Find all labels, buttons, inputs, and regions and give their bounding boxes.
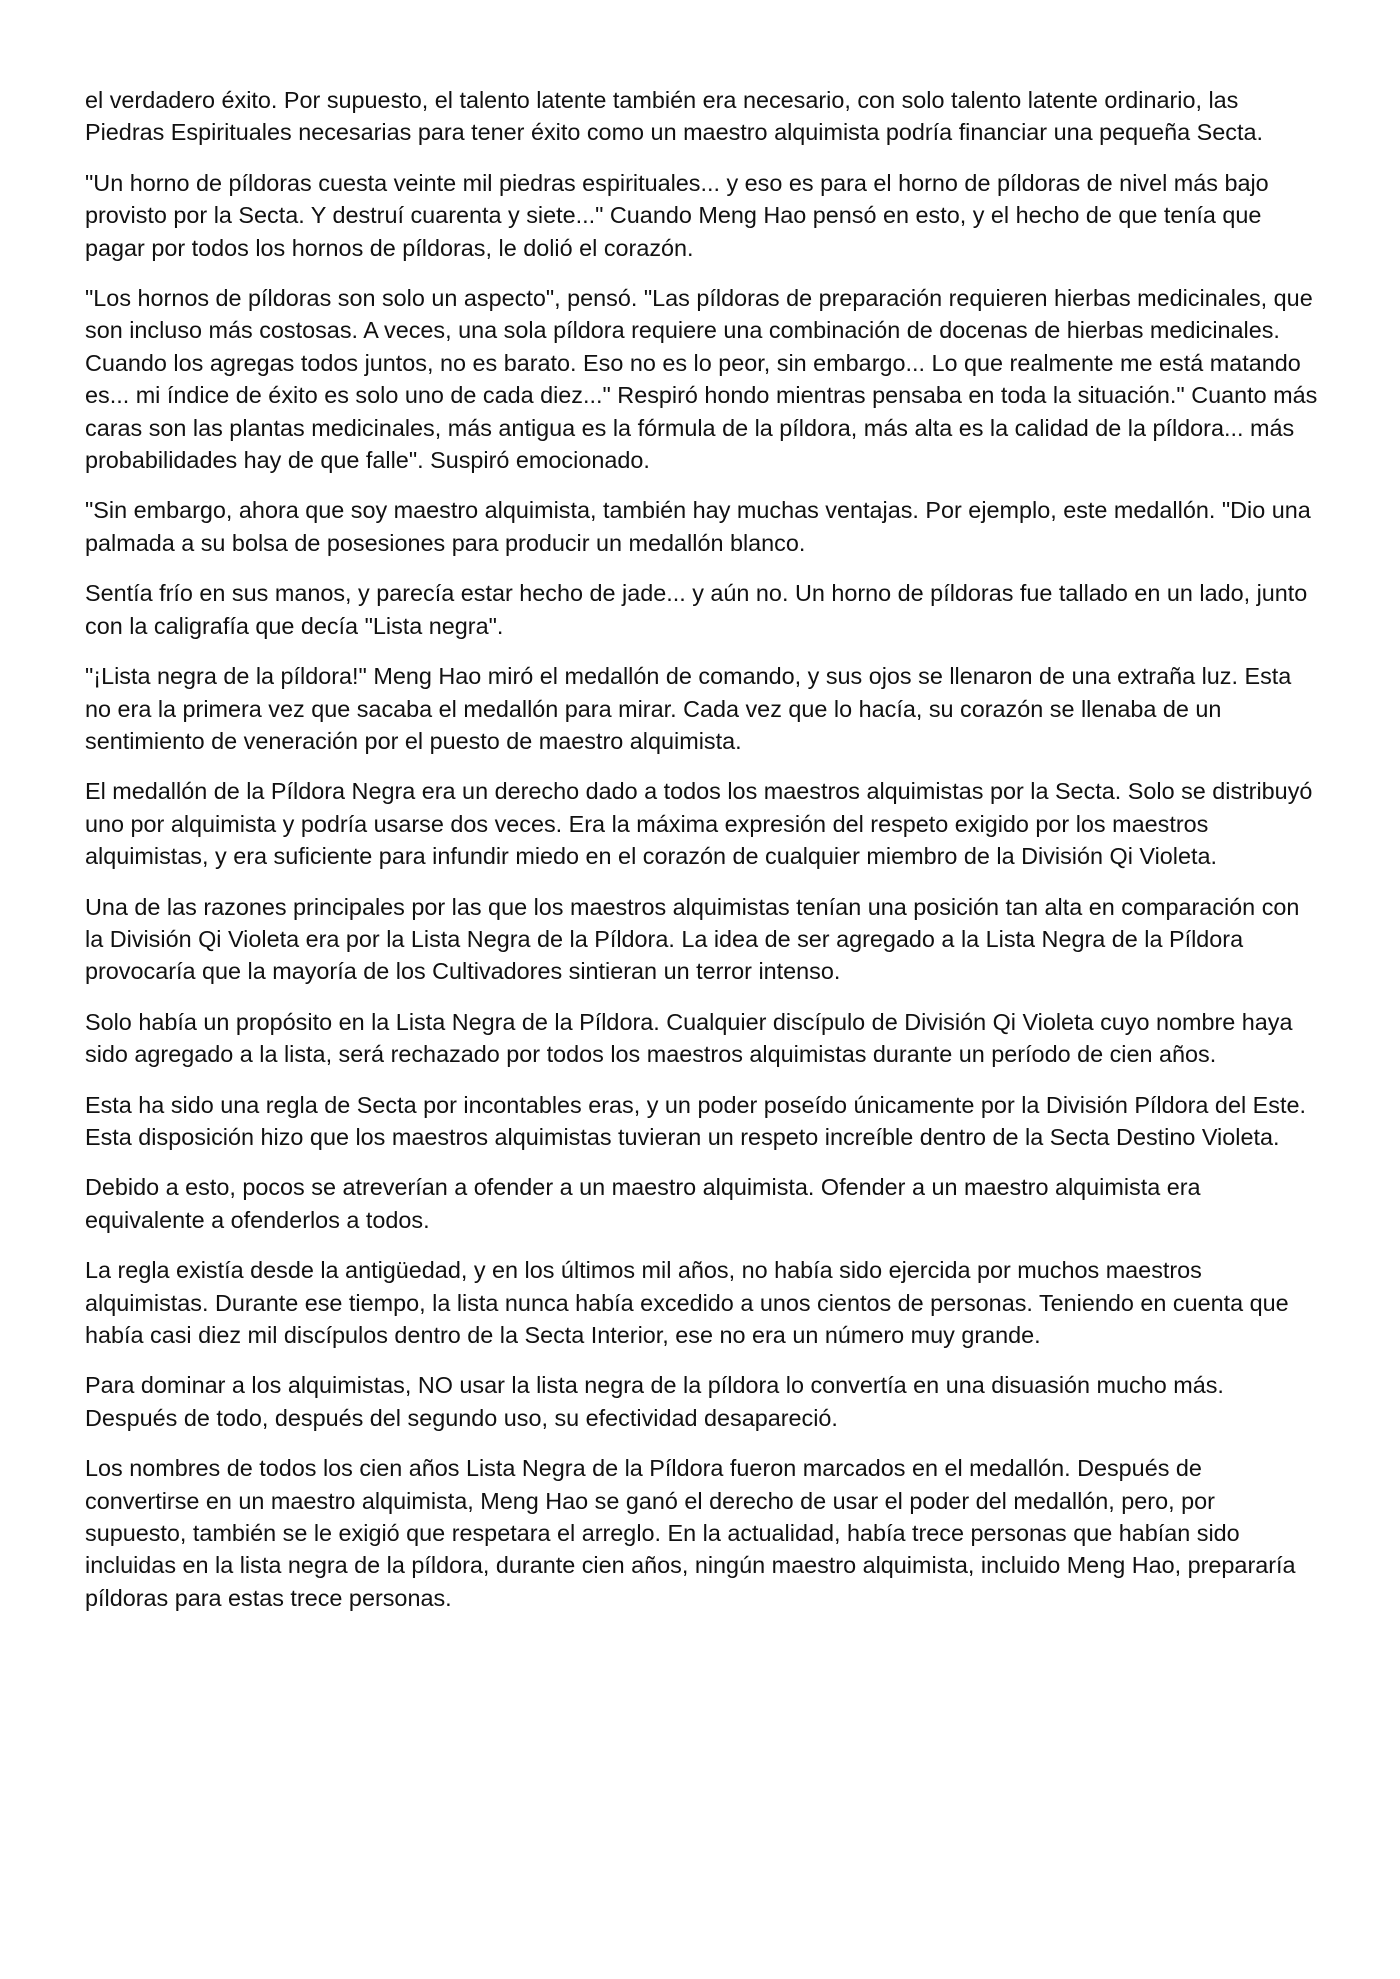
document-body bbox=[85, 84, 1320, 1614]
paragraph: "Los hornos de píldoras son solo un aspecto", pensó. "Las píldoras de preparación requieren hierbas medicinales, que son incluso más costosas. A veces, una sola píldora requiere una combinación de docenas de hierbas medicinales. Cuando los agregas todos juntos, no es barato. Eso no es lo peor, sin embargo... Lo que realmente me está matando es... mi índice de éxito es solo uno de cada diez..." Respiró hondo mientras pensaba en toda la situación." Cuanto más caras son las plantas medicinales, más antigua es la fórmula de la píldora, más alta es la calidad de la píldora... más probabilidades hay de que falle". Suspiró emocionado. bbox=[85, 285, 1318, 474]
paragraph: el verdadero éxito. Por supuesto, el talento latente también era necesario, con solo talento latente ordinario, las Piedras Espirituales necesarias para tener éxito como un maestro alquimista podría financiar una pequeña Secta. bbox=[85, 87, 1263, 146]
paragraph: Debido a esto, pocos se atreverían a ofender a un maestro alquimista. Ofender a un maestro alquimista era equivalente a ofenderlos a todos. bbox=[85, 1174, 1201, 1233]
paragraph: "Un horno de píldoras cuesta veinte mil piedras espirituales... y eso es para el horno de píldoras de nivel más bajo provisto por la Secta. Y destruí cuarenta y siete..." Cuando Meng Hao pensó en esto, y el hecho de que tenía que pagar por todos los hornos de píldoras, le dolió el corazón. bbox=[85, 169, 1269, 261]
paragraph: "Sin embargo, ahora que soy maestro alquimista, también hay muchas ventajas. Por ejemplo, este medallón. "Dio una palmada a su bolsa de posesiones para producir un medallón blanco. bbox=[85, 497, 1311, 556]
paragraph: "¡Lista negra de la píldora!" Meng Hao miró el medallón de comando, y sus ojos se llenaron de una extraña luz. Esta no era la primera vez que sacaba el medallón para mirar. Cada vez que lo hacía, su corazón se llenaba de un sentimiento de veneración por el puesto de maestro alquimista. bbox=[85, 663, 1292, 754]
paragraph: Una de las razones principales por las que los maestros alquimistas tenían una posición tan alta en comparación con la División Qi Violeta era por la Lista Negra de la Píldora. La idea de ser agregado a la Lista Negra de la Píldora provocaría que la mayoría de los Cultivadores sintieran un terror intenso. bbox=[85, 893, 1300, 985]
paragraph: La regla existía desde la antigüedad, y en los últimos mil años, no había sido ejercida por muchos maestros alquimistas. Durante ese tiempo, la lista nunca había excedido a unos cientos de personas. Teniendo en cuenta que había casi diez mil discípulos dentro de la Secta Interior, ese no era un número muy grande. bbox=[85, 1257, 1289, 1348]
paragraph: Los nombres de todos los cien años Lista Negra de la Píldora fueron marcados en el medallón. Después de convertirse en un maestro alquimista, Meng Hao se ganó el derecho de usar el poder del medallón, pero, por supuesto, también se le exigió que respetara el arreglo. En la actualidad, había trece personas que habían sido incluidas en la lista negra de la píldora, durante cien años, ningún maestro alquimista, incluido Meng Hao, prepararía píldoras para estas trece personas. bbox=[85, 1455, 1296, 1611]
paragraph: Esta ha sido una regla de Secta por incontables eras, y un poder poseído únicamente por la División Píldora del Este. Esta disposición hizo que los maestros alquimistas tuvieran un respeto increíble dentro de la Secta Destino Violeta. bbox=[85, 1091, 1306, 1150]
paragraph: Para dominar a los alquimistas, NO usar la lista negra de la píldora lo convertía en una disuasión mucho más. Después de todo, después del segundo uso, su efectividad desapareció. bbox=[85, 1372, 1224, 1431]
paragraph: Sentía frío en sus manos, y parecía estar hecho de jade... y aún no. Un horno de píldoras fue tallado en un lado, junto con la caligrafía que decía "Lista negra". bbox=[85, 580, 1308, 639]
paragraph: El medallón de la Píldora Negra era un derecho dado a todos los maestros alquimistas por la Secta. Solo se distribuyó uno por alquimista y podría usarse dos veces. Era la máxima expresión del respeto exigido por los maestros alquimistas, y era suficiente para infundir miedo en el corazón de cualquier miembro de la División Qi Violeta. bbox=[85, 778, 1313, 870]
paragraph: Solo había un propósito en la Lista Negra de la Píldora. Cualquier discípulo de División Qi Violeta cuyo nombre haya sido agregado a la lista, será rechazado por todos los maestros alquimistas durante un período de cien años. bbox=[85, 1008, 1293, 1068]
